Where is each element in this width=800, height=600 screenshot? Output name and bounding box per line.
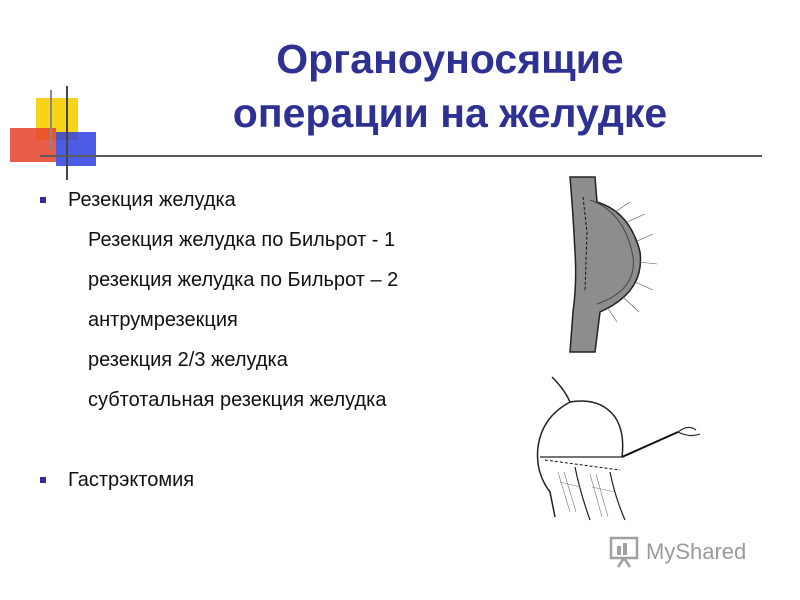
list-item-label: Гастрэктомия — [68, 469, 195, 491]
watermark-text: MyShared — [646, 539, 747, 564]
title-line-1: Органоуносящие — [276, 36, 624, 82]
gastrectomy-illustration — [530, 372, 705, 522]
title-divider — [40, 155, 762, 157]
list-item-label: резекция желудка по Бильрот – 2 — [88, 269, 399, 291]
presentation-board-icon — [608, 535, 640, 569]
list-item-label: Резекция желудка — [68, 189, 236, 211]
list-item-label: Резекция желудка по Бильрот - 1 — [88, 229, 396, 251]
page-title — [130, 32, 770, 140]
bullet-icon — [40, 197, 46, 203]
title-line-2: операции на желудке — [232, 90, 668, 136]
list-item — [40, 226, 540, 266]
list-item-label: субтотальная резекция желудка — [88, 389, 387, 411]
list-item — [40, 186, 540, 226]
list-item — [40, 346, 540, 386]
list-item-label: антрумрезекция — [88, 309, 238, 331]
list-item — [40, 386, 540, 426]
bullet-icon — [40, 477, 46, 483]
list-item — [40, 466, 540, 506]
stomach-resection-illustration — [555, 172, 675, 354]
list-item — [40, 306, 540, 346]
corner-decoration — [0, 80, 110, 180]
list-item-label: резекция 2/3 желудка — [88, 349, 288, 371]
operations-list — [40, 186, 540, 506]
watermark — [608, 534, 746, 570]
list-item — [40, 266, 540, 306]
